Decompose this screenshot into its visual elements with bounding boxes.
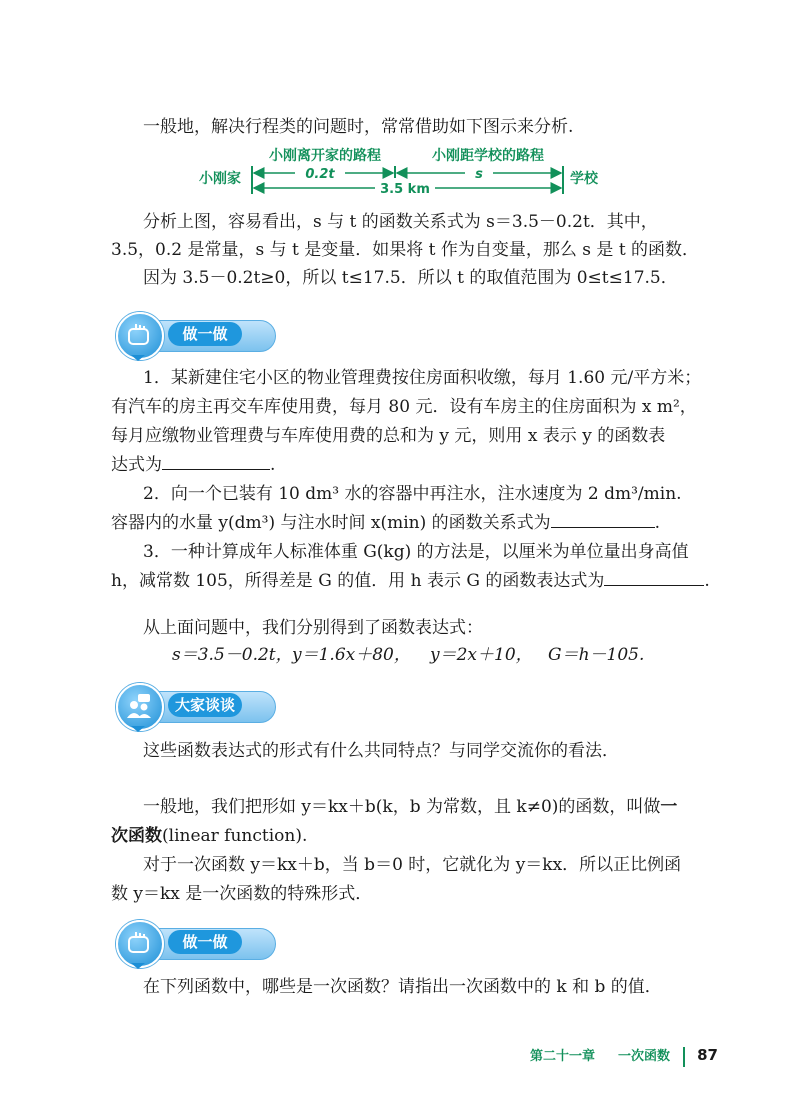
task1-line-4 (111, 455, 275, 475)
definition-text: 一般地，我们把形如 y＝kx＋b(k，b 为常数，且 k≠0)的函数，叫做 (143, 797, 661, 817)
page-footer (530, 1043, 718, 1067)
task1-line-1: 1．某新建住宅小区的物业管理费按住房面积收缴，每月 1.60 元/平方米； (143, 368, 702, 388)
section-badge-discuss (116, 683, 276, 729)
term-english: (linear function). (162, 826, 308, 846)
task3-prefix: h，减常数 105，所得差是 G 的值．用 h 表示 G 的函数表达式为 (111, 571, 605, 591)
formula-1: s＝3.5－0.2t， (172, 645, 293, 665)
task2-line-2 (111, 513, 660, 533)
analysis-line-1: 分析上图，容易看出，s 与 t 的函数关系式为 s＝3.5－0.2t．其中， (143, 212, 658, 232)
task1-prefix: 达式为 (111, 455, 162, 475)
task1-end: . (270, 455, 276, 475)
task3-line-2 (111, 571, 710, 591)
term-linear-function: 次函数 (111, 826, 162, 846)
summary-text: 从上面问题中，我们分别得到了函数表达式： (143, 618, 483, 638)
formula-3: y＝2x＋10， (430, 645, 533, 665)
badge-label: 做一做 (168, 930, 242, 954)
page-number: 87 (697, 1046, 718, 1064)
definition-line-2 (111, 826, 307, 846)
task2-prefix: 容器内的水量 y(dm³) 与注水时间 x(min) 的函数关系式为 (111, 513, 551, 533)
journey-diagram (195, 142, 655, 200)
footer-divider (683, 1047, 685, 1067)
badge-tail (131, 963, 145, 969)
footer-title: 一次函数 (618, 1049, 671, 1064)
task1-line-2: 有汽车的房主再交车库使用费，每月 80 元．设有车房主的住房面积为 x m²， (111, 397, 697, 417)
analysis-line-3: 因为 3.5－0.2t≥0，所以 t≤17.5．所以 t 的取值范围为 0≤t≤17.5． (143, 268, 678, 288)
hand-icon (116, 312, 164, 360)
task3-end: . (704, 571, 710, 591)
final-question: 在下列函数中，哪些是一次函数？请指出一次函数中的 k 和 b 的值． (143, 977, 662, 997)
label-to-school: 小刚距学校的路程 (432, 148, 544, 164)
label-away: 小刚离开家的路程 (269, 148, 381, 164)
task3-answer-blank[interactable] (604, 584, 704, 586)
badge-label: 做一做 (168, 322, 242, 346)
badge-tail (131, 726, 145, 732)
task2-line-1: 2．向一个已装有 10 dm³ 水的容器中再注水，注水速度为 2 dm³/min. (143, 484, 682, 504)
badge-label: 大家谈谈 (168, 693, 242, 717)
formula-4: G＝h－105. (548, 645, 645, 665)
hand-icon (116, 920, 164, 968)
total-label: 3.5 km (380, 182, 430, 197)
section-badge-try (116, 312, 276, 358)
task3-line-1: 3．一种计算成年人标准体重 G(kg) 的方法是，以厘米为单位量出身高值 (143, 542, 689, 562)
formula-2: y＝1.6x＋80， (292, 645, 411, 665)
school-label: 学校 (570, 171, 598, 187)
special-line-1: 对于一次函数 y＝kx＋b，当 b＝0 时，它就化为 y＝kx．所以正比例函 (143, 855, 682, 875)
footer-chapter: 第二十一章 (529, 1049, 595, 1064)
intro-text: 一般地，解决行程类的问题时，常常借助如下图示来分析. (143, 117, 574, 137)
analysis-line-2: 3.5，0.2 是常量，s 与 t 是变量．如果将 t 作为自变量，那么 s 是 t 的函数． (111, 240, 700, 260)
task2-answer-blank[interactable] (551, 526, 655, 528)
task1-answer-blank[interactable] (162, 468, 270, 470)
definition-line-1 (143, 797, 677, 817)
definition-bold-start: 一 (660, 797, 678, 817)
people-talking-icon (116, 683, 164, 731)
seg1-label: 0.2t (305, 167, 335, 182)
seg2-label: s (475, 167, 483, 182)
task1-line-3: 每月应缴物业管理费与车库使用费的总和为 y 元，则用 x 表示 y 的函数表 (111, 426, 666, 446)
badge-tail (131, 355, 145, 361)
section-badge-try-2 (116, 920, 276, 966)
special-line-2: 数 y＝kx 是一次函数的特殊形式． (111, 884, 373, 904)
task2-end: . (654, 513, 661, 533)
home-label: 小刚家 (199, 171, 241, 187)
discuss-text: 这些函数表达式的形式有什么共同特点？与同学交流你的看法． (143, 741, 619, 761)
